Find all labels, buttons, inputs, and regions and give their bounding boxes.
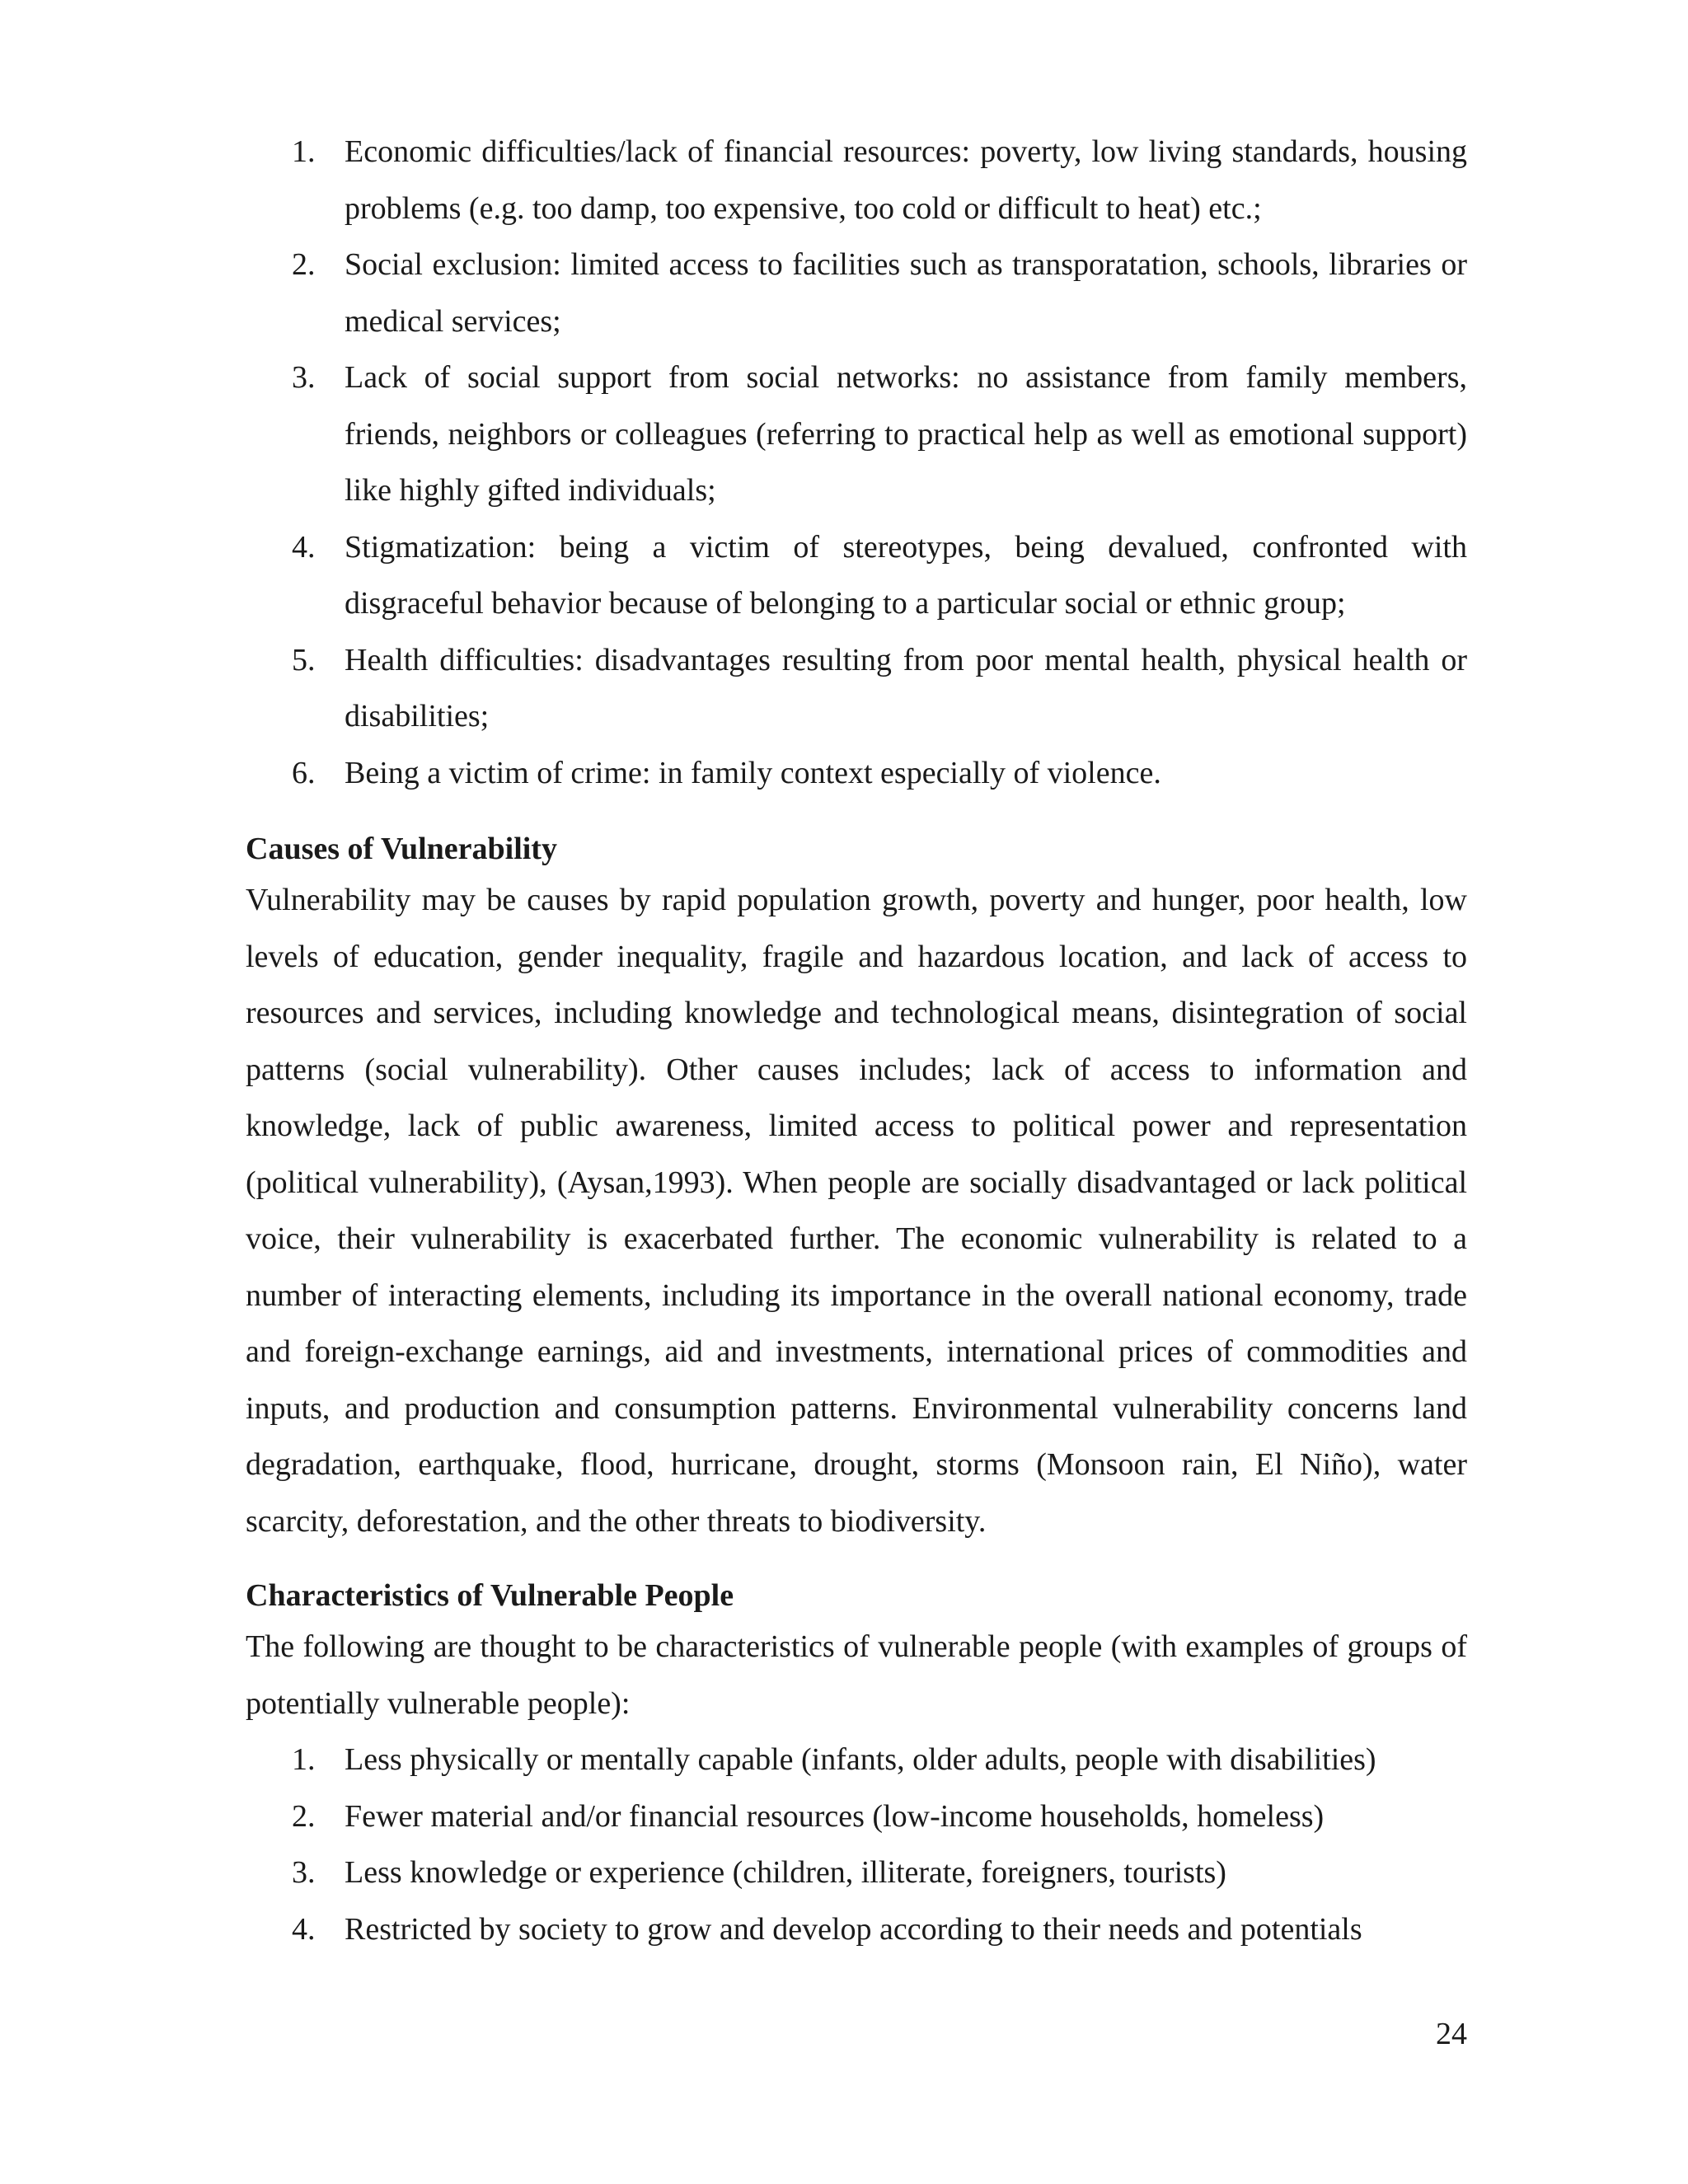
list-item	[246, 1901, 1467, 1958]
characteristics-paragraph: The following are thought to be characteristics of vulnerable people (with examples of groups of potentially vulnerable people):	[246, 1629, 1467, 1721]
causes-paragraph: Vulnerability may be causes by rapid population growth, poverty and hunger, poor health, low levels of education, gender inequality, fragile and hazardous location, and lack of access to resources and services, including knowledge and technological means, disintegration of social patterns (social vulnerability). Other causes includes; lack of access to information and knowledge, lack of public awareness, limited access to political power and representation (political vulnerability), (Aysan,1993). When people are socially disadvantaged or lack political voice, their vulnerability is exacerbated further. The economic vulnerability is related to a number of interacting elements, including its importance in the overall national economy, trade and foreign-exchange earnings, aid and investments, international prices of commodities and inputs, and production and consumption patterns. Environmental vulnerability concerns land degradation, earthquake, flood, hurricane, drought, storms (Monsoon rain, El Niño), water scarcity, deforestation, and the other threats to biodiversity.	[246, 883, 1467, 1539]
list-item-text: Stigmatization: being a victim of stereotypes, being devalued, confronted with disgraceful behavior because of belonging to a particular social or ethnic group;	[345, 529, 1467, 621]
list-item-text: Being a victim of crime: in family context especially of violence.	[345, 755, 1161, 790]
list-item-text: Social exclusion: limited access to facilities such as transporatation, schools, libraries or medical services;	[345, 247, 1467, 339]
list-item-text: Less knowledge or experience (children, illiterate, foreigners, tourists)	[345, 1855, 1226, 1890]
list-item	[246, 1844, 1467, 1901]
list-item-number: 2.	[292, 247, 316, 282]
list-item	[246, 745, 1467, 802]
document-page	[246, 124, 1467, 1957]
list-item-text: Restricted by society to grow and develop according to their needs and potentials	[345, 1911, 1362, 1947]
list-item-number: 4.	[292, 529, 316, 565]
list-item-number: 4.	[292, 1911, 316, 1947]
list-item-number: 3.	[292, 360, 316, 395]
list-item-text: Economic difficulties/lack of financial resources: poverty, low living standards, housing problems (e.g. too damp, too expensive, too cold or difficult to heat) etc.;	[345, 134, 1467, 226]
list-item	[246, 632, 1467, 745]
list-item-text: Health difficulties: disadvantages resulting from poor mental health, physical health or disabilities;	[345, 642, 1467, 733]
list-item-number: 6.	[292, 755, 316, 790]
list-item-text: Lack of social support from social networks: no assistance from family members, friends, neighbors or colleagues (referring to practical help as well as emotional support) like highly gifted individuals;	[345, 360, 1467, 508]
list-item-text: Less physically or mentally capable (infants, older adults, people with disabilities)	[345, 1742, 1376, 1777]
list-item-number: 5.	[292, 642, 316, 677]
characteristics-list	[246, 1732, 1467, 1957]
list-item-number: 1.	[292, 1742, 316, 1777]
section-heading-causes: Causes of Vulnerability	[246, 832, 557, 866]
list-item-text: Fewer material and/or financial resources (low-income households, homeless)	[345, 1798, 1325, 1834]
list-item	[246, 1732, 1467, 1788]
page-number: 24	[1436, 2017, 1467, 2051]
list-item	[246, 349, 1467, 519]
list-item	[246, 519, 1467, 632]
list-item-number: 3.	[292, 1855, 316, 1890]
list-item-number: 2.	[292, 1798, 316, 1834]
list-item	[246, 1788, 1467, 1845]
list-item-number: 1.	[292, 134, 316, 169]
list-item	[246, 124, 1467, 237]
vulnerability-factors-list	[246, 124, 1467, 801]
section-heading-characteristics: Characteristics of Vulnerable People	[246, 1578, 734, 1613]
list-item	[246, 237, 1467, 349]
